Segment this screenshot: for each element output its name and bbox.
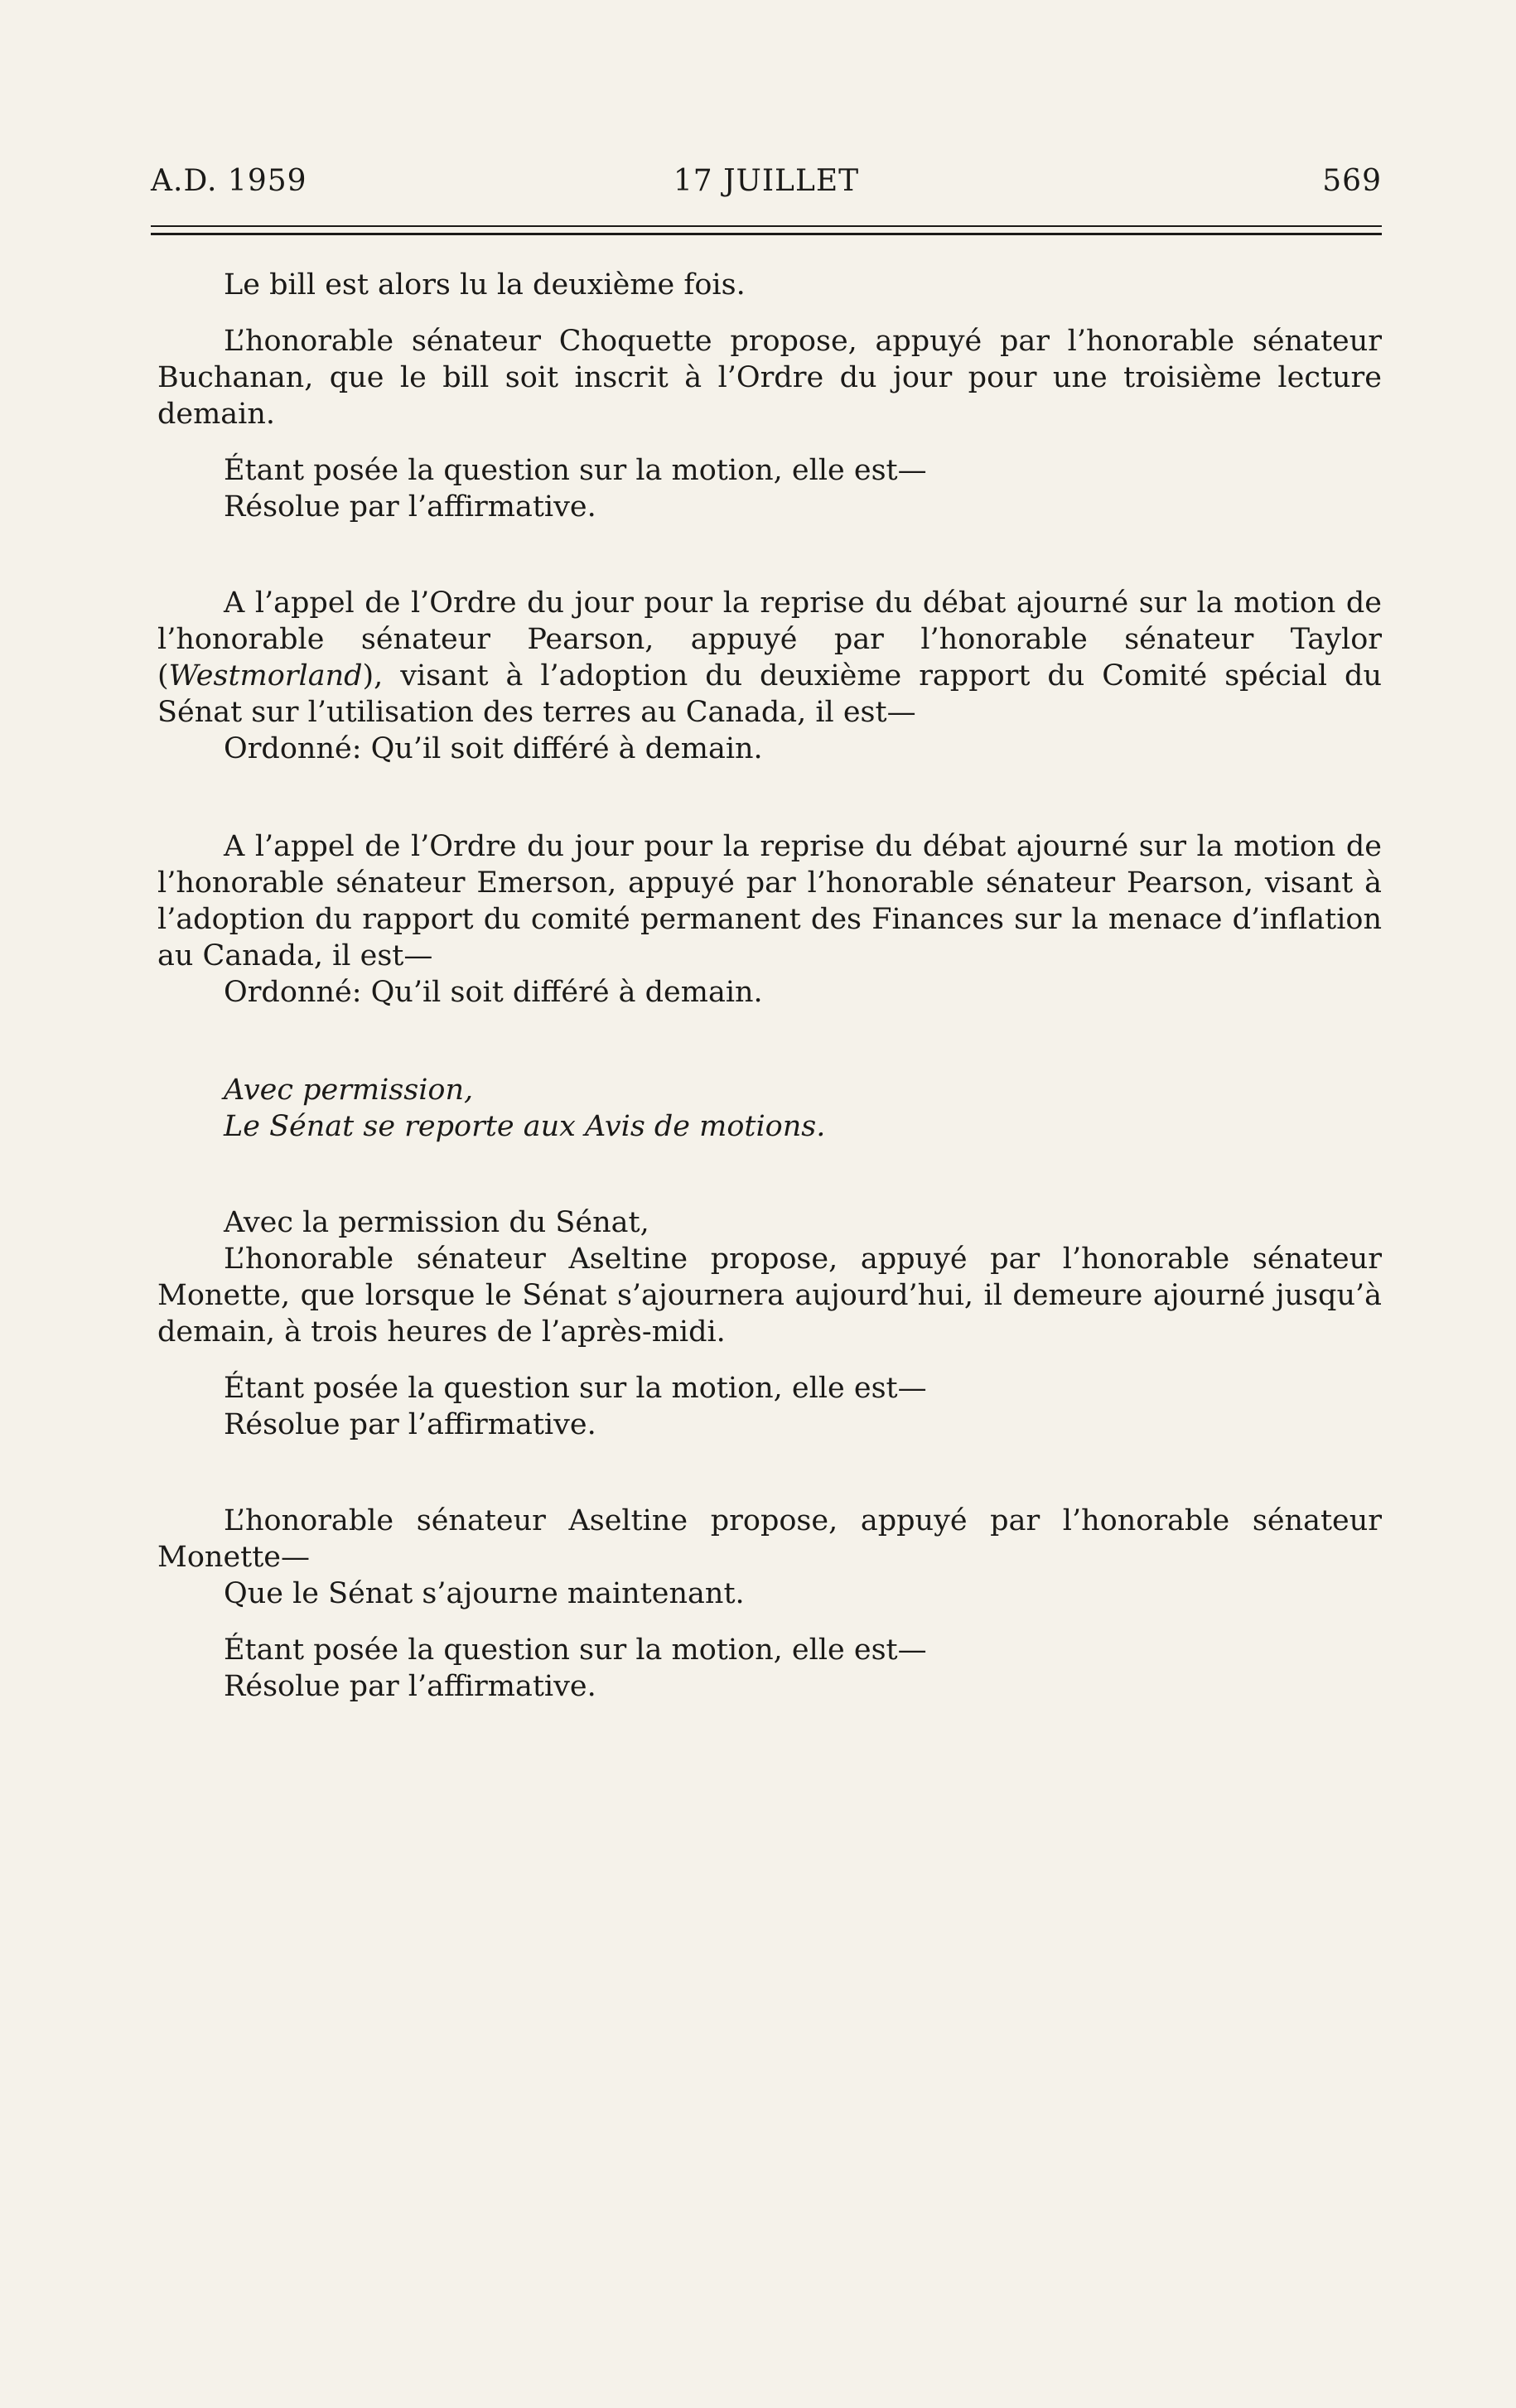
paragraph-second-reading: Le bill est alors lu la deuxième fois. [224, 268, 746, 302]
question-put-3: Étant posée la question sur la motion, elle est— [224, 1633, 927, 1667]
westmorland-italic: Westmorland [168, 659, 363, 692]
resolved-3: Résolue par l’affirmative. [224, 1670, 596, 1703]
page-number: 569 [1322, 164, 1382, 198]
leave-of-senate: Avec la permission du Sénat, [224, 1206, 649, 1239]
paragraph-pearson-debate [157, 585, 1382, 731]
notices-of-motion: Le Sénat se reporte aux Avis de motions. [224, 1110, 826, 1143]
pearson-debate-text-1: A l’appel de l’Ordre du jour pour la reprise du débat ajourné sur la motion de l’honorable sénateur Pearson, appuyé par l’honorable sénateur Taylor ( [157, 586, 1382, 692]
header-rule-thin [151, 225, 1382, 227]
paragraph-choquette-motion: L’honorable sénateur Choquette propose, appuyé par l’honorable sénateur Buchanan, que le bill soit inscrit à l’Ordre du jour pour une troisième lecture demain. [157, 325, 1382, 431]
header-year: A.D. 1959 [151, 164, 307, 198]
journal-body [157, 267, 1382, 1705]
ordered-deferred-1: Ordonné: Qu’il soit différé à demain. [224, 732, 763, 765]
resolved-2: Résolue par l’affirmative. [224, 1408, 596, 1441]
question-put-1: Étant posée la question sur la motion, elle est— [224, 454, 927, 487]
paragraph-emerson-debate: A l’appel de l’Ordre du jour pour la reprise du débat ajourné sur la motion de l’honorable sénateur Emerson, appuyé par l’honorable sénateur Pearson, visant à l’adoption du rapport du comité permanent des Finances sur la menace d’inflation au Canada, il est— [157, 830, 1382, 972]
running-header [151, 164, 1382, 214]
with-leave: Avec permission, [224, 1074, 474, 1107]
ordered-deferred-2: Ordonné: Qu’il soit différé à demain. [224, 976, 763, 1009]
header-date: 17 JUILLET [673, 164, 860, 198]
senate-adjourns: Que le Sénat s’ajourne maintenant. [224, 1577, 745, 1610]
header-rule-thick [151, 233, 1382, 235]
paragraph-aseltine-adjourn-now: L’honorable sénateur Aseltine propose, appuyé par l’honorable sénateur Monette— [157, 1504, 1382, 1574]
paragraph-aseltine-adjournment: L’honorable sénateur Aseltine propose, appuyé par l’honorable sénateur Monette, que lorsque le Sénat s’ajournera aujourd’hui, il demeure ajourné jusqu’à demain, à trois heures de l’après-midi. [157, 1243, 1382, 1349]
pearson-debate-text-2: ), visant à l’adoption du deuxième rapport du Comité spécial du Sénat sur l’utilisation des terres au Canada, il est— [157, 659, 1382, 729]
question-put-2: Étant posée la question sur la motion, elle est— [224, 1372, 927, 1405]
resolved-1: Résolue par l’affirmative. [224, 490, 596, 524]
